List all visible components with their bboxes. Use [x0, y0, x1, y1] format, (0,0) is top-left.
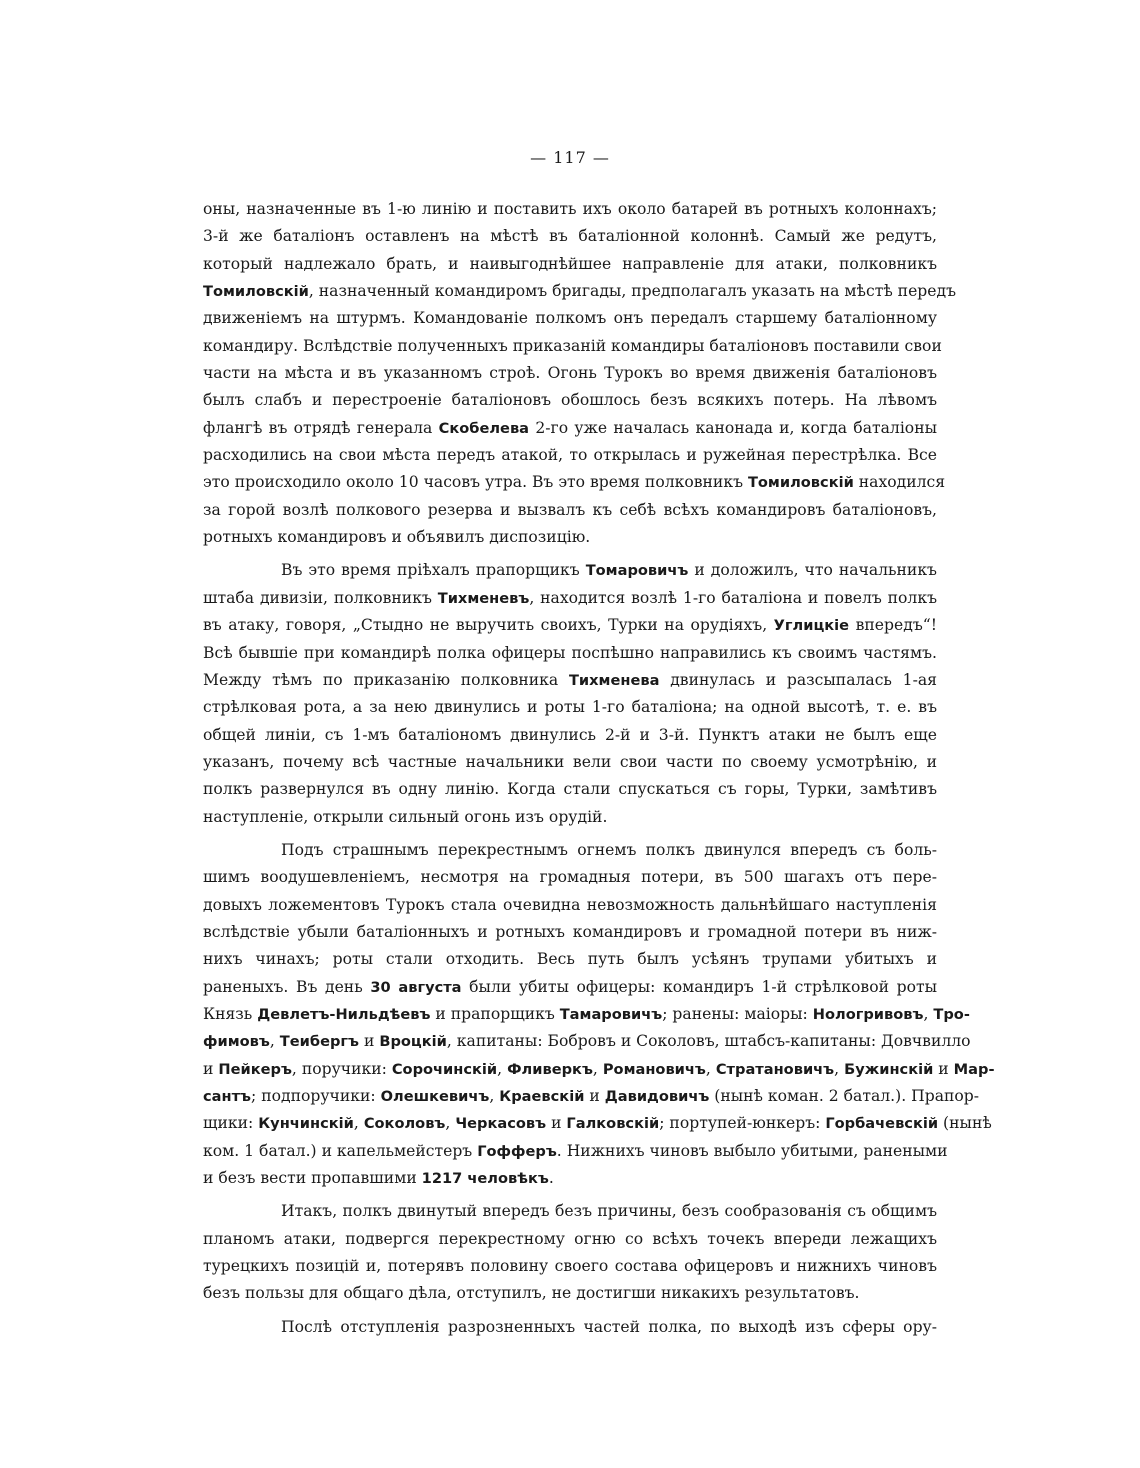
- text-run: ,: [353, 1114, 364, 1133]
- text-run: за горой возлѣ полкового резерва и вызвалъ къ себѣ всѣхъ командировъ баталіоновъ,: [203, 500, 937, 519]
- paragraph: [203, 1314, 937, 1341]
- emphasized-name: Фливеркъ: [507, 1060, 593, 1078]
- text-run: который надлежало брать, и наивыгоднѣйшее направленіе для атаки, полковникъ: [203, 254, 937, 273]
- text-run: Между тѣмъ по приказанію полковника: [203, 670, 569, 689]
- text-run: и: [933, 1059, 954, 1078]
- text-run: общей линіи, съ 1-мъ баталіономъ двинулись 2-й и 3-й. Пунктъ атаки не былъ еще: [203, 725, 937, 744]
- text-line: [203, 804, 937, 831]
- text-run: , назначенный командиромъ бригады, предполагалъ указать на мѣстѣ передъ: [308, 282, 957, 301]
- text-run: наступленіе, открыли сильный огонь изъ орудій.: [203, 807, 608, 826]
- text-run: стрѣлковая рота, а за нею двинулись и роты 1-го баталіона; на одной высотѣ, т. е. въ: [203, 698, 937, 717]
- emphasized-name: Бужинскій: [844, 1060, 934, 1078]
- emphasized-name: Олешкевичъ: [380, 1088, 490, 1105]
- text-line: [203, 1226, 937, 1253]
- text-run: (нынѣ коман. 2 батал.). Прапор-: [709, 1087, 980, 1105]
- text-run: это происходило около 10 часовъ утра. Въ это время полковникъ: [203, 473, 748, 492]
- text-line: [203, 974, 937, 1001]
- text-run: , находится возлѣ 1-го баталіона и повелъ полкъ: [529, 588, 937, 607]
- text-run: планомъ атаки, подвергся перекрестному огню со всѣхъ точекъ впереди лежащихъ: [203, 1229, 937, 1248]
- emphasized-name: Нологривовъ: [812, 1005, 924, 1023]
- text-line: [203, 223, 937, 250]
- text-run: командиру. Вслѣдствіе полученныхъ приказаній командиры баталіоновъ поставили свои: [203, 336, 942, 355]
- emphasized-name: Тихменева: [568, 671, 660, 689]
- text-line: [203, 667, 937, 694]
- emphasized-name: Гофферъ: [477, 1142, 557, 1160]
- text-line: [203, 1083, 980, 1110]
- text-line: [203, 1165, 937, 1192]
- text-run: щики:: [203, 1114, 259, 1133]
- text-run: впередъ“!: [849, 616, 937, 635]
- text-line: [203, 1198, 937, 1225]
- text-line: [203, 1253, 937, 1280]
- emphasized-name: 1217 человѣкъ: [421, 1170, 549, 1188]
- text-run: (нынѣ: [938, 1114, 992, 1133]
- text-run: нихъ чинахъ; роты стали отходить. Весь путь былъ усѣянъ трупами убитыхъ и: [203, 950, 937, 969]
- text-line: [203, 415, 937, 442]
- emphasized-name: Тамаровичъ: [559, 1005, 663, 1023]
- text-line: [203, 919, 937, 946]
- emphasized-name: Давидовичъ: [604, 1088, 710, 1105]
- text-run: 3-й же баталіонъ оставленъ на мѣстѣ въ баталіонной колоннѣ. Самый же редутъ,: [203, 227, 937, 246]
- emphasized-name: Сорочинскій: [391, 1060, 498, 1078]
- text-line: [203, 360, 937, 387]
- emphasized-name: Вроцкій: [379, 1033, 447, 1051]
- emphasized-name: Мар-: [953, 1060, 995, 1078]
- emphasized-name: фимовъ: [203, 1033, 270, 1051]
- text-run: ротныхъ командировъ и объявилъ диспозицію.: [203, 528, 591, 547]
- text-line: [203, 196, 937, 223]
- page-number: — 117 —: [530, 148, 610, 167]
- text-run: и доложилъ, что начальникъ: [688, 561, 937, 580]
- paragraph: [203, 196, 957, 551]
- emphasized-name: Скобелева: [438, 419, 530, 437]
- text-line: [203, 524, 937, 551]
- text-run: оны, назначенные въ 1-ю линію и поставить ихъ около батарей въ ротныхъ колоннахъ;: [203, 200, 937, 218]
- text-run: довыхъ ложементовъ Турокъ стала очевидна невозможность дальнѣйшаго наступленія: [203, 895, 937, 914]
- text-line: [203, 946, 937, 973]
- text-line: [203, 557, 937, 584]
- text-line: [203, 1110, 992, 1137]
- paragraph: [203, 837, 995, 1192]
- emphasized-name: сантъ: [203, 1088, 252, 1105]
- text-run: шимъ воодушевленіемъ, несмотря на громадныя потери, въ 500 шагахъ отъ пере-: [203, 868, 937, 887]
- paragraph: [203, 1198, 937, 1307]
- text-run: указанъ, почему всѣ частные начальники вели свои части по своему усмотрѣнію, и: [203, 752, 937, 771]
- emphasized-name: Пейкеръ: [218, 1060, 292, 1078]
- text-run: двинулась и разсыпалась 1-ая: [659, 670, 938, 689]
- text-run: ; портупей-юнкеръ:: [659, 1114, 826, 1133]
- text-line: [203, 1280, 937, 1307]
- text-run: ,: [592, 1059, 603, 1078]
- text-run: ,: [269, 1032, 280, 1051]
- text-line: [203, 1138, 948, 1165]
- text-line: [203, 864, 937, 891]
- emphasized-name: Томаровичъ: [585, 562, 689, 580]
- text-run: турецкихъ позицій и, потерявъ половину своего состава офицеровъ и нижнихъ чиновъ: [203, 1257, 937, 1276]
- text-run: Въ это время пріѣхалъ прапорщикъ: [281, 561, 586, 580]
- text-run: Подъ страшнымъ перекрестнымъ огнемъ полкъ двинулся впередъ съ боль-: [281, 840, 937, 859]
- text-line: [203, 442, 937, 469]
- text-run: и: [546, 1114, 567, 1133]
- text-line: [203, 1001, 970, 1028]
- text-run: , поручики:: [291, 1059, 392, 1078]
- text-run: полкъ развернулся въ одну линію. Когда стали спускаться съ горы, Турки, замѣтивъ: [203, 780, 937, 799]
- text-run: . Нижнихъ чиновъ выбыло убитыми, ранеными: [556, 1141, 948, 1160]
- text-run: штаба дивизіи, полковникъ: [203, 588, 438, 607]
- text-run: Итакъ, полкъ двинутый впередъ безъ причины, безъ сообразованія съ общимъ: [281, 1202, 937, 1221]
- text-run: 2-го уже началась канонада и, когда баталіоны: [529, 418, 938, 437]
- text-line: [203, 1028, 971, 1055]
- emphasized-name: Девлетъ-Нильдѣевъ: [257, 1005, 431, 1023]
- text-run: ,: [497, 1059, 508, 1078]
- text-run: ,: [489, 1087, 500, 1105]
- text-line: [203, 497, 937, 524]
- body-text: [203, 196, 995, 1341]
- text-run: и: [584, 1087, 605, 1105]
- text-line: [203, 837, 937, 864]
- text-run: въ атаку, говоря, „Стыдно не выручить своихъ, Турки на орудіяхъ,: [203, 616, 774, 635]
- emphasized-name: 30 августа: [370, 978, 462, 996]
- text-run: ком. 1 батал.) и капельмейстеръ: [203, 1141, 478, 1160]
- text-line: [203, 585, 937, 612]
- text-run: и безъ вести пропавшими: [203, 1169, 422, 1188]
- text-run: части на мѣста и въ указанномъ строѣ. Огонь Турокъ во время движенія баталіоновъ: [203, 364, 937, 383]
- text-line: [203, 694, 937, 721]
- emphasized-name: Теибергъ: [279, 1033, 360, 1051]
- text-run: Всѣ бывшіе при командирѣ полка офицеры поспѣшно направились къ своимъ частямъ.: [203, 643, 937, 662]
- text-run: ,: [923, 1004, 934, 1023]
- text-run: ,: [445, 1114, 456, 1133]
- emphasized-name: Краевскій: [499, 1088, 585, 1105]
- text-line: [203, 749, 937, 776]
- text-line: [203, 1314, 937, 1341]
- text-run: .: [548, 1169, 554, 1188]
- text-run: и прапорщикъ: [430, 1004, 560, 1023]
- text-line: [203, 892, 937, 919]
- text-line: [203, 387, 937, 414]
- text-run: движеніемъ на штурмъ. Командованіе полкомъ онъ передалъ старшему баталіонному: [203, 309, 937, 328]
- paragraph: [203, 557, 937, 830]
- emphasized-name: Углицкіе: [773, 617, 850, 635]
- text-run: были убиты офицеры: командиръ 1-й стрѣлковой роты: [461, 977, 938, 996]
- text-run: безъ пользы для общаго дѣла, отступилъ, не достигши никакихъ результатовъ.: [203, 1284, 860, 1303]
- text-line: [203, 278, 957, 305]
- emphasized-name: Тро-: [933, 1005, 970, 1023]
- text-run: , капитаны: Бобровъ и Соколовъ, штабсъ-капитаны: Довчвилло: [446, 1032, 971, 1051]
- text-run: ,: [705, 1059, 716, 1078]
- emphasized-name: Романовичъ: [602, 1060, 706, 1078]
- text-run: и: [359, 1032, 380, 1051]
- text-run: Князь: [203, 1004, 258, 1023]
- emphasized-name: Галковскій: [566, 1115, 660, 1133]
- text-run: ,: [834, 1059, 845, 1078]
- emphasized-name: Томиловскій: [203, 283, 309, 301]
- text-run: находился: [853, 473, 946, 492]
- emphasized-name: Горбачевскій: [825, 1115, 939, 1133]
- text-line: [203, 1056, 995, 1083]
- emphasized-name: Кунчинскій: [258, 1115, 354, 1133]
- text-run: вслѣдствіе убыли баталіонныхъ и ротныхъ командировъ и громадной потери въ ниж-: [203, 922, 937, 941]
- text-line: [203, 469, 946, 496]
- text-run: былъ слабъ и перестроеніе баталіоновъ обошлось безъ всякихъ потерь. На лѣвомъ: [203, 391, 937, 410]
- emphasized-name: Тихменевъ: [437, 589, 530, 607]
- text-line: [203, 776, 937, 803]
- text-line: [203, 333, 942, 360]
- emphasized-name: Томиловскій: [747, 474, 854, 492]
- text-line: [203, 640, 937, 667]
- text-line: [203, 612, 937, 639]
- text-line: [203, 722, 937, 749]
- text-run: и: [203, 1059, 219, 1078]
- emphasized-name: Соколовъ: [363, 1115, 446, 1133]
- text-run: расходились на свои мѣста передъ атакой, то открылась и ружейная перестрѣлка. Все: [203, 446, 937, 465]
- emphasized-name: Стратановичъ: [715, 1060, 835, 1078]
- text-line: [203, 305, 937, 332]
- text-line: [203, 251, 937, 278]
- text-run: Послѣ отступленія разрозненныхъ частей полка, по выходѣ изъ сферы ору-: [281, 1317, 937, 1336]
- emphasized-name: Черкасовъ: [455, 1115, 547, 1133]
- text-run: ; ранены: маіоры:: [662, 1004, 813, 1023]
- text-run: ; подпоручики:: [251, 1087, 381, 1105]
- text-run: флангѣ въ отрядѣ генерала: [203, 418, 439, 437]
- text-run: раненыхъ. Въ день: [203, 977, 371, 996]
